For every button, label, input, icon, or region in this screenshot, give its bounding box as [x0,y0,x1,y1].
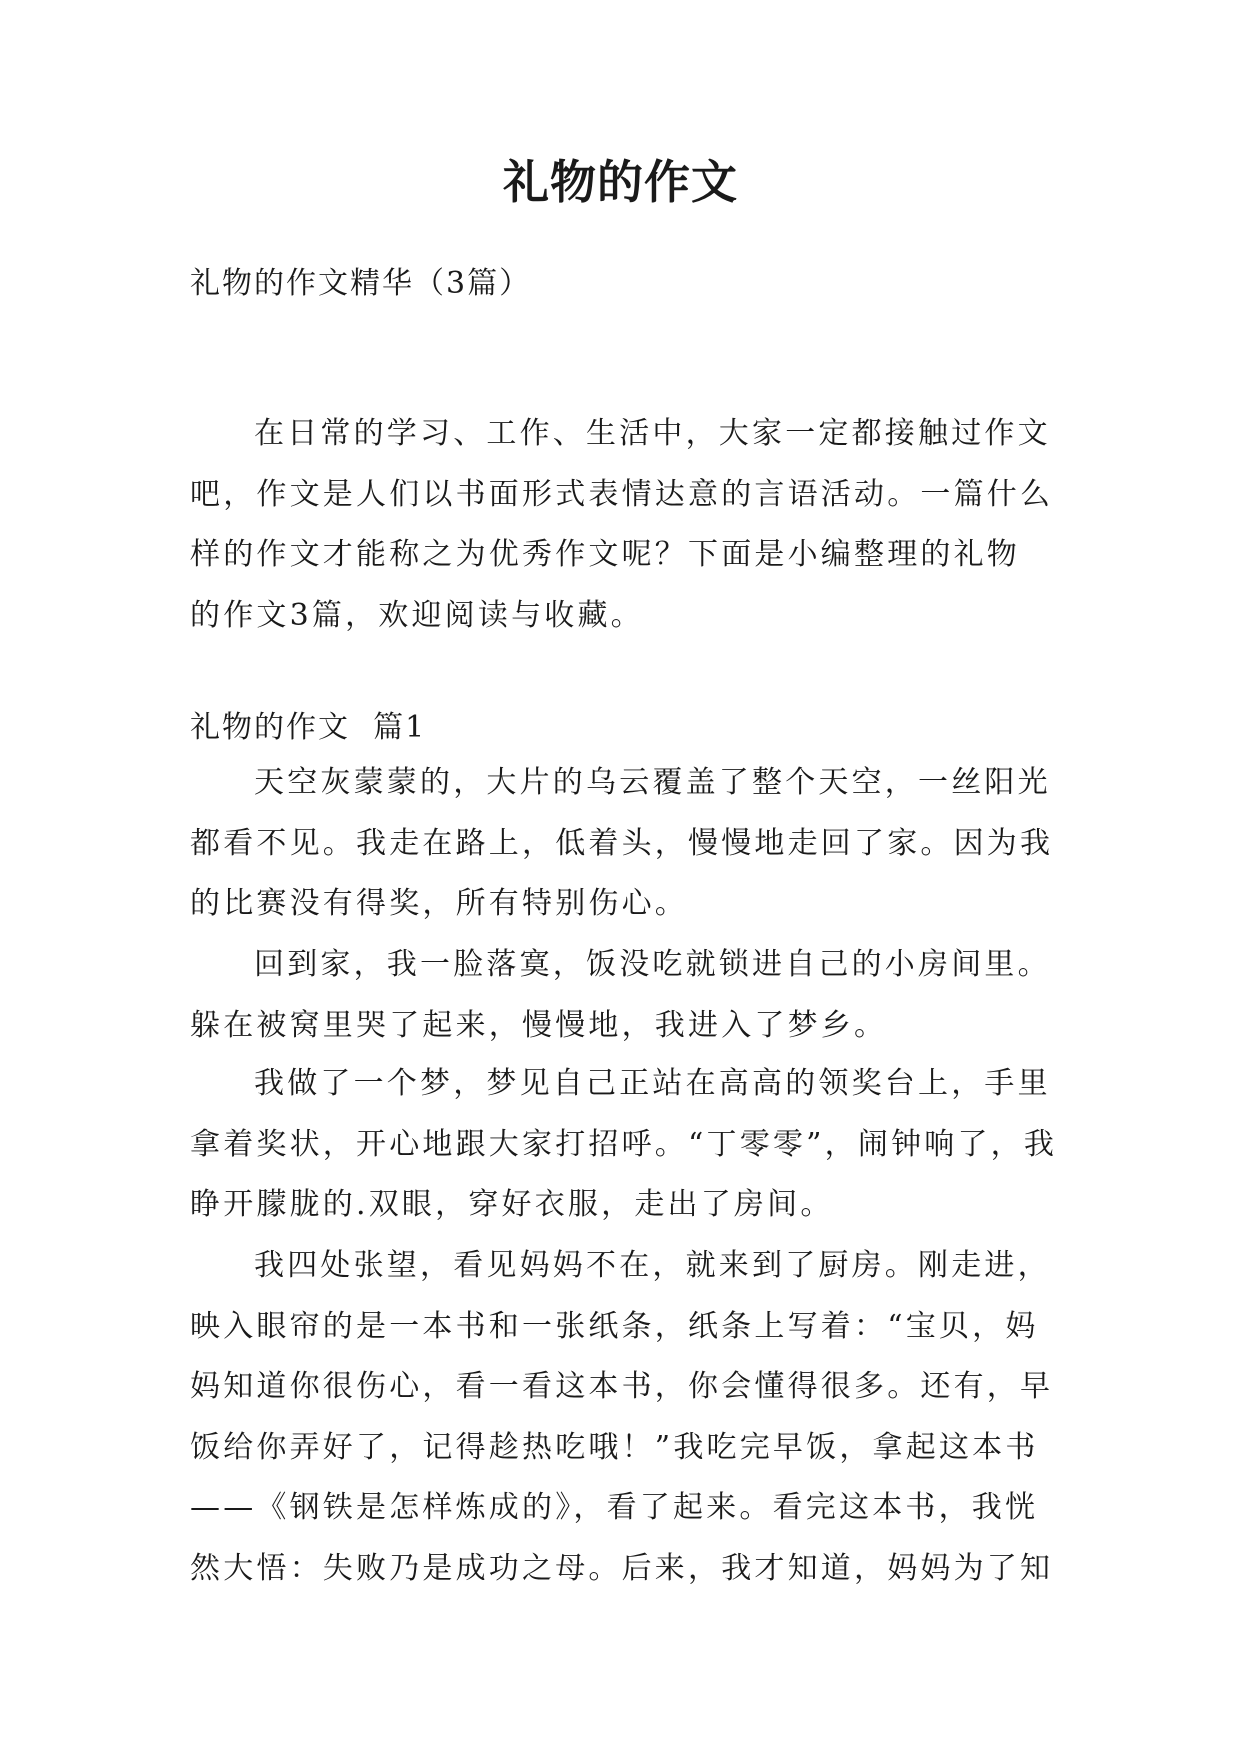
document-title: 礼物的作文 [503,155,738,209]
intro-line: 吧，作文是人们以书面形式表情达意的言语活动。一篇什么 [190,476,1054,512]
document-subtitle: 礼物的作文精华（3篇） [190,266,532,301]
paragraph-line: 我做了一个梦，梦见自己正站在高高的领奖台上，手里 [254,1066,1051,1101]
body-paragraph [190,753,1060,935]
body-paragraph [190,935,1060,1056]
section-heading: 礼物的作文 篇1 [190,710,427,745]
intro-line: 在日常的学习、工作、生活中，大家一定都接触过作文 [254,416,1051,451]
paragraph-line: 天空灰蒙蒙的，大片的乌云覆盖了整个天空，一丝阳光 [254,765,1051,800]
paragraph-line: 我四处张望，看见妈妈不在，就来到了厨房。刚走进， [254,1248,1051,1283]
paragraph-line: 躲在被窝里哭了起来，慢慢地，我进入了梦乡。 [190,1007,888,1043]
body-paragraph [190,1054,1060,1236]
body-paragraph [190,1236,1060,1599]
paragraph-line: 妈知道你很伤心，看一看这本书，你会懂得很多。还有，早 [190,1369,1054,1404]
intro-line: 的作文3篇，欢迎阅读与收藏。 [190,597,644,633]
paragraph-line: ——《钢铁是怎样炼成的》，看了起来。看完这本书，我恍 [190,1490,1039,1525]
paragraph-line: 的比赛没有得奖，所有特别伤心。 [190,886,688,921]
intro-paragraph [190,404,1060,646]
paragraph-line: 拿着奖状，开心地跟大家打招呼。“丁零零”，闹钟响了，我 [190,1126,1058,1162]
paragraph-line: 饭给你弄好了，记得趁热吃哦！”我吃完早饭，拿起这本书 [190,1429,1039,1465]
paragraph-line: 睁开朦胧的.双眼，穿好衣服，走出了房间。 [190,1187,834,1222]
paragraph-line: 然大悟：失败乃是成功之母。后来，我才知道，妈妈为了知 [190,1550,1054,1586]
paragraph-line: 回到家，我一脸落寞，饭没吃就锁进自己的小房间里。 [254,947,1051,982]
intro-line: 样的作文才能称之为优秀作文呢？下面是小编整理的礼物 [190,537,1020,572]
paragraph-line: 都看不见。我走在路上，低着头，慢慢地走回了家。因为我 [190,825,1054,861]
paragraph-line: 映入眼帘的是一本书和一张纸条，纸条上写着：“宝贝，妈 [190,1308,1039,1344]
